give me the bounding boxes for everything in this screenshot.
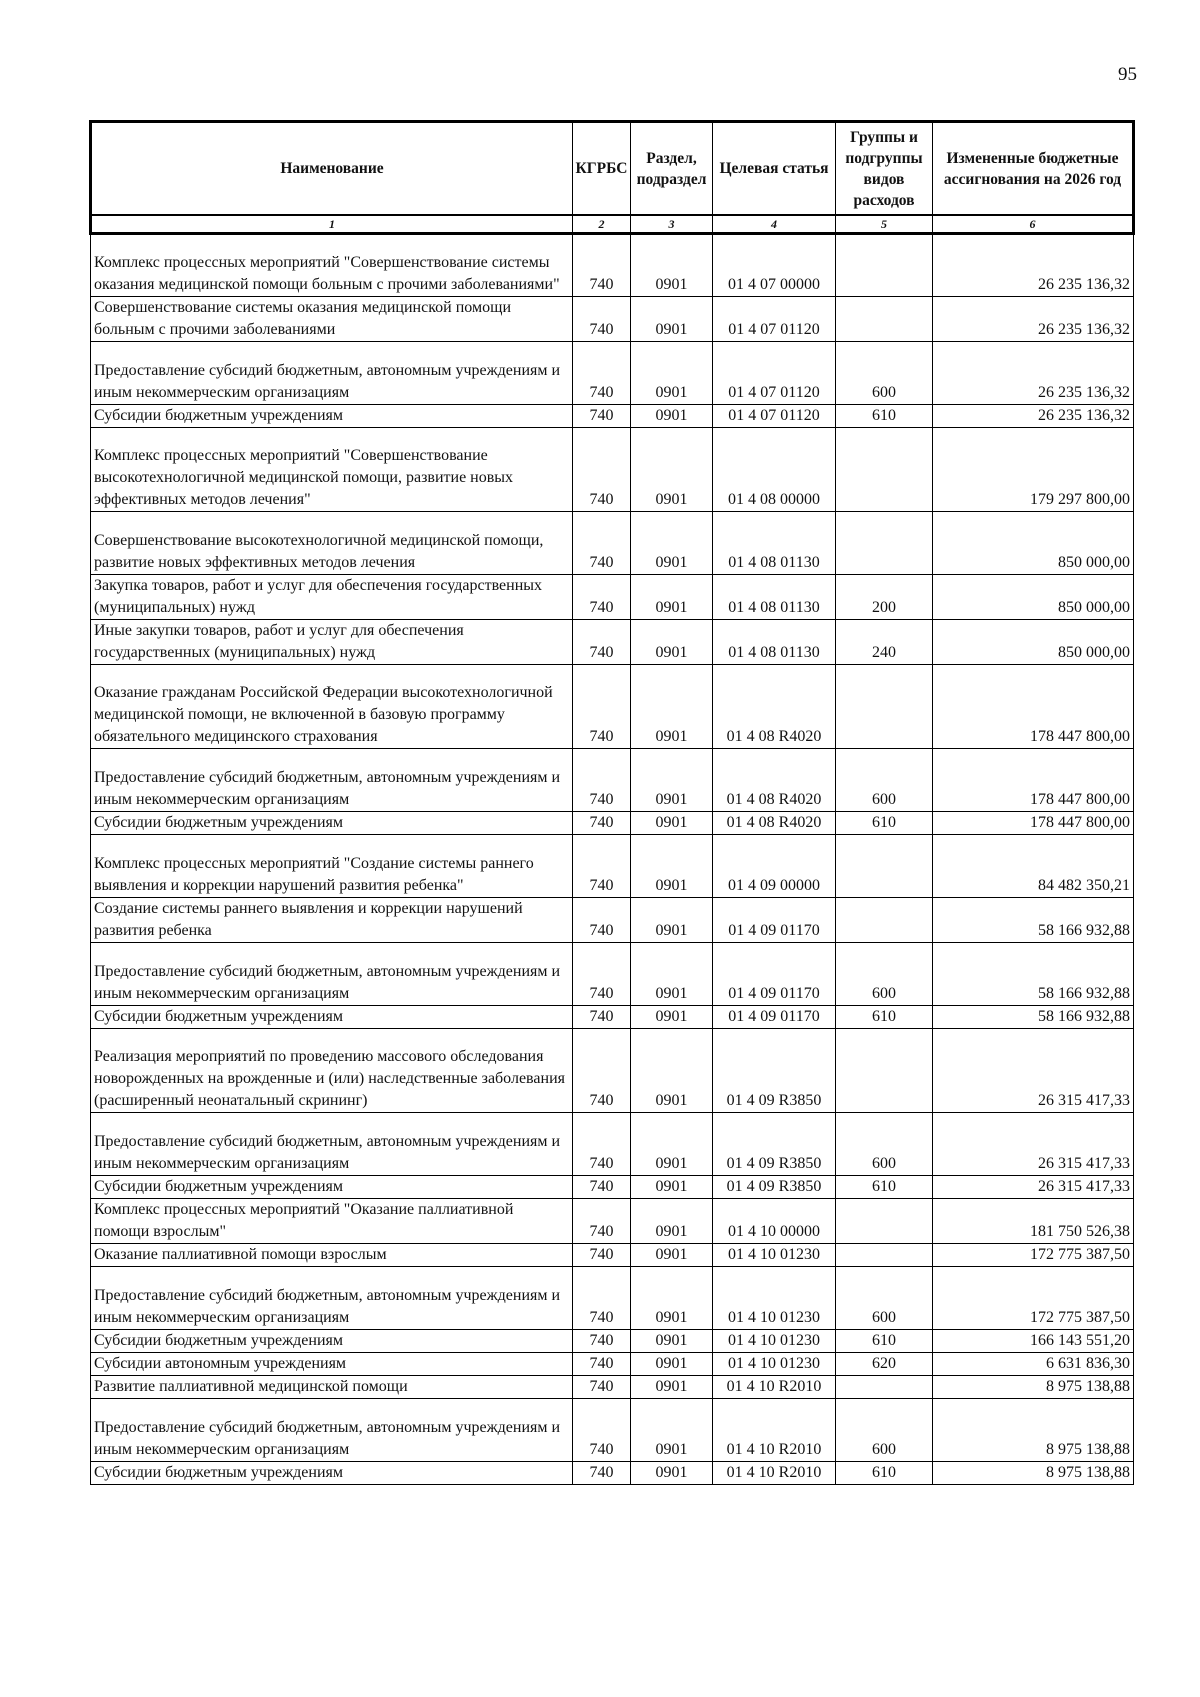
cell-kgrbs: 740: [573, 575, 631, 620]
cell-group: 600: [836, 342, 933, 405]
cell-amount: 26 315 417,33: [933, 1176, 1134, 1199]
table-row: [91, 1462, 1134, 1485]
cell-target: 01 4 08 R4020: [713, 812, 836, 835]
cell-group: 600: [836, 1267, 933, 1330]
table-row: [91, 620, 1134, 665]
cell-target: 01 4 10 01230: [713, 1330, 836, 1353]
cell-group: 610: [836, 1006, 933, 1029]
cell-section: 0901: [631, 1353, 713, 1376]
cell-section: 0901: [631, 943, 713, 1006]
cell-kgrbs: 740: [573, 835, 631, 898]
cell-amount: 26 235 136,32: [933, 405, 1134, 428]
cell-group: 600: [836, 749, 933, 812]
cell-section: 0901: [631, 575, 713, 620]
cell-target: 01 4 08 R4020: [713, 749, 836, 812]
cell-section: 0901: [631, 1376, 713, 1399]
cell-amount: 178 447 800,00: [933, 665, 1134, 749]
cell-kgrbs: 740: [573, 1029, 631, 1113]
cell-kgrbs: 740: [573, 1399, 631, 1462]
cell-group: 240: [836, 620, 933, 665]
cell-amount: 84 482 350,21: [933, 835, 1134, 898]
cell-group: [836, 512, 933, 575]
table-row: [91, 512, 1134, 575]
cell-group: [836, 297, 933, 342]
cell-section: 0901: [631, 1029, 713, 1113]
cell-name: Субсидии бюджетным учреждениям: [91, 1462, 573, 1485]
cell-amount: 6 631 836,30: [933, 1353, 1134, 1376]
cell-kgrbs: 740: [573, 620, 631, 665]
cell-amount: 8 975 138,88: [933, 1462, 1134, 1485]
cell-name: Развитие паллиативной медицинской помощи: [91, 1376, 573, 1399]
cell-kgrbs: 740: [573, 1113, 631, 1176]
table-row: [91, 1376, 1134, 1399]
cell-kgrbs: 740: [573, 1244, 631, 1267]
cell-kgrbs: 740: [573, 297, 631, 342]
table-row: [91, 342, 1134, 405]
cell-amount: 26 235 136,32: [933, 297, 1134, 342]
cell-name: Оказание паллиативной помощи взрослым: [91, 1244, 573, 1267]
header-section: Раздел, подраздел: [631, 122, 713, 216]
cell-amount: 181 750 526,38: [933, 1199, 1134, 1244]
cell-target: 01 4 09 01170: [713, 1006, 836, 1029]
cell-kgrbs: 740: [573, 665, 631, 749]
cell-section: 0901: [631, 234, 713, 297]
cell-amount: 178 447 800,00: [933, 812, 1134, 835]
cell-target: 01 4 07 01120: [713, 297, 836, 342]
cell-name: Оказание гражданам Российской Федерации высокотехнологичной медицинской помощи, не включенной в базовую программу обязательного медицинского страхования: [91, 665, 573, 749]
cell-amount: 26 235 136,32: [933, 342, 1134, 405]
cell-amount: 26 315 417,33: [933, 1113, 1134, 1176]
column-number: 5: [836, 215, 933, 234]
cell-name: Совершенствование системы оказания медицинской помощи больным с прочими заболеваниями: [91, 297, 573, 342]
cell-group: 610: [836, 405, 933, 428]
cell-section: 0901: [631, 812, 713, 835]
cell-section: 0901: [631, 1330, 713, 1353]
cell-name: Предоставление субсидий бюджетным, автономным учреждениям и иным некоммерческим организациям: [91, 749, 573, 812]
column-number: 2: [573, 215, 631, 234]
cell-amount: 8 975 138,88: [933, 1376, 1134, 1399]
cell-section: 0901: [631, 620, 713, 665]
cell-name: Субсидии бюджетным учреждениям: [91, 812, 573, 835]
table-row: [91, 428, 1134, 512]
cell-target: 01 4 10 01230: [713, 1353, 836, 1376]
header-amount: Измененные бюджетные ассигнования на 2026 год: [933, 122, 1134, 216]
cell-kgrbs: 740: [573, 405, 631, 428]
cell-name: Реализация мероприятий по проведению массового обследования новорожденных на врожденные и (или) наследственные заболевания (расширенный неонатальный скрининг): [91, 1029, 573, 1113]
table-body: [91, 234, 1134, 1485]
cell-section: 0901: [631, 342, 713, 405]
cell-amount: 179 297 800,00: [933, 428, 1134, 512]
cell-section: 0901: [631, 1462, 713, 1485]
cell-kgrbs: 740: [573, 1176, 631, 1199]
cell-name: Субсидии бюджетным учреждениям: [91, 405, 573, 428]
cell-group: [836, 665, 933, 749]
cell-group: [836, 428, 933, 512]
cell-section: 0901: [631, 665, 713, 749]
page-number: 95: [1118, 64, 1137, 85]
cell-amount: 850 000,00: [933, 575, 1134, 620]
table-row: [91, 812, 1134, 835]
cell-amount: 172 775 387,50: [933, 1244, 1134, 1267]
table-row: [91, 297, 1134, 342]
cell-kgrbs: 740: [573, 234, 631, 297]
cell-kgrbs: 740: [573, 1462, 631, 1485]
cell-name: Субсидии бюджетным учреждениям: [91, 1330, 573, 1353]
cell-amount: 166 143 551,20: [933, 1330, 1134, 1353]
cell-section: 0901: [631, 749, 713, 812]
header-group: Группы и подгруппы видов расходов: [836, 122, 933, 216]
column-number: 6: [933, 215, 1134, 234]
cell-target: 01 4 10 00000: [713, 1199, 836, 1244]
cell-group: 200: [836, 575, 933, 620]
cell-section: 0901: [631, 1244, 713, 1267]
cell-kgrbs: 740: [573, 428, 631, 512]
cell-target: 01 4 09 R3850: [713, 1176, 836, 1199]
cell-target: 01 4 09 00000: [713, 835, 836, 898]
cell-name: Предоставление субсидий бюджетным, автономным учреждениям и иным некоммерческим организациям: [91, 342, 573, 405]
cell-group: [836, 234, 933, 297]
cell-amount: 26 235 136,32: [933, 234, 1134, 297]
cell-name: Закупка товаров, работ и услуг для обеспечения государственных (муниципальных) нужд: [91, 575, 573, 620]
table-row: [91, 835, 1134, 898]
cell-name: Иные закупки товаров, работ и услуг для обеспечения государственных (муниципальных) нужд: [91, 620, 573, 665]
cell-section: 0901: [631, 1176, 713, 1199]
cell-name: Комплекс процессных мероприятий "Создание системы раннего выявления и коррекции нарушений развития ребенка": [91, 835, 573, 898]
cell-kgrbs: 740: [573, 342, 631, 405]
cell-kgrbs: 740: [573, 1376, 631, 1399]
column-number-row: [91, 215, 1134, 234]
cell-target: 01 4 09 R3850: [713, 1029, 836, 1113]
cell-kgrbs: 740: [573, 1353, 631, 1376]
cell-group: [836, 1199, 933, 1244]
table-row: [91, 1267, 1134, 1330]
cell-group: 610: [836, 1330, 933, 1353]
cell-name: Комплекс процессных мероприятий "Оказание паллиативной помощи взрослым": [91, 1199, 573, 1244]
table-row: [91, 405, 1134, 428]
cell-kgrbs: 740: [573, 749, 631, 812]
cell-section: 0901: [631, 297, 713, 342]
cell-group: 610: [836, 1462, 933, 1485]
table-row: [91, 665, 1134, 749]
cell-section: 0901: [631, 1267, 713, 1330]
table-row: [91, 1353, 1134, 1376]
cell-section: 0901: [631, 1006, 713, 1029]
cell-kgrbs: 740: [573, 1199, 631, 1244]
table-row: [91, 234, 1134, 297]
table-row: [91, 943, 1134, 1006]
cell-name: Предоставление субсидий бюджетным, автономным учреждениям и иным некоммерческим организациям: [91, 1267, 573, 1330]
cell-amount: 58 166 932,88: [933, 943, 1134, 1006]
cell-kgrbs: 740: [573, 1267, 631, 1330]
cell-name: Комплекс процессных мероприятий "Совершенствование системы оказания медицинской помощи больным с прочими заболеваниями": [91, 234, 573, 297]
table-row: [91, 1330, 1134, 1353]
cell-group: [836, 898, 933, 943]
cell-name: Предоставление субсидий бюджетным, автономным учреждениям и иным некоммерческим организациям: [91, 943, 573, 1006]
cell-name: Субсидии бюджетным учреждениям: [91, 1006, 573, 1029]
table-row: [91, 1176, 1134, 1199]
header-name: Наименование: [91, 122, 573, 216]
table-row: [91, 749, 1134, 812]
table-row: [91, 1113, 1134, 1176]
header-target: Целевая статья: [713, 122, 836, 216]
cell-target: 01 4 07 01120: [713, 405, 836, 428]
cell-amount: 26 315 417,33: [933, 1029, 1134, 1113]
cell-group: [836, 1376, 933, 1399]
cell-section: 0901: [631, 428, 713, 512]
cell-group: 610: [836, 812, 933, 835]
cell-target: 01 4 08 01130: [713, 512, 836, 575]
budget-table: [89, 120, 1135, 1485]
cell-target: 01 4 07 00000: [713, 234, 836, 297]
cell-group: [836, 1029, 933, 1113]
cell-name: Совершенствование высокотехнологичной медицинской помощи, развитие новых эффективных методов лечения: [91, 512, 573, 575]
column-number: 1: [91, 215, 573, 234]
cell-target: 01 4 10 R2010: [713, 1376, 836, 1399]
cell-target: 01 4 08 R4020: [713, 665, 836, 749]
cell-section: 0901: [631, 405, 713, 428]
cell-section: 0901: [631, 1113, 713, 1176]
table-row: [91, 1029, 1134, 1113]
cell-group: 610: [836, 1176, 933, 1199]
cell-amount: 850 000,00: [933, 620, 1134, 665]
cell-kgrbs: 740: [573, 943, 631, 1006]
column-number: 4: [713, 215, 836, 234]
cell-name: Предоставление субсидий бюджетным, автономным учреждениям и иным некоммерческим организациям: [91, 1399, 573, 1462]
cell-group: 600: [836, 1113, 933, 1176]
cell-section: 0901: [631, 1399, 713, 1462]
table-row: [91, 1199, 1134, 1244]
header-kgrbs: КГРБС: [573, 122, 631, 216]
cell-target: 01 4 08 00000: [713, 428, 836, 512]
table-row: [91, 575, 1134, 620]
cell-target: 01 4 10 R2010: [713, 1462, 836, 1485]
cell-target: 01 4 08 01130: [713, 620, 836, 665]
table-row: [91, 898, 1134, 943]
cell-target: 01 4 09 01170: [713, 943, 836, 1006]
cell-section: 0901: [631, 898, 713, 943]
cell-amount: 58 166 932,88: [933, 898, 1134, 943]
cell-target: 01 4 10 01230: [713, 1244, 836, 1267]
cell-name: Субсидии бюджетным учреждениям: [91, 1176, 573, 1199]
cell-kgrbs: 740: [573, 898, 631, 943]
cell-target: 01 4 08 01130: [713, 575, 836, 620]
column-number: 3: [631, 215, 713, 234]
cell-kgrbs: 740: [573, 1330, 631, 1353]
cell-amount: 172 775 387,50: [933, 1267, 1134, 1330]
cell-target: 01 4 07 01120: [713, 342, 836, 405]
cell-name: Комплекс процессных мероприятий "Совершенствование высокотехнологичной медицинской помощи, развитие новых эффективных методов лечения": [91, 428, 573, 512]
table-header-row: [91, 122, 1134, 216]
cell-target: 01 4 09 R3850: [713, 1113, 836, 1176]
cell-group: 620: [836, 1353, 933, 1376]
cell-section: 0901: [631, 1199, 713, 1244]
cell-section: 0901: [631, 512, 713, 575]
cell-target: 01 4 10 01230: [713, 1267, 836, 1330]
cell-target: 01 4 10 R2010: [713, 1399, 836, 1462]
cell-group: 600: [836, 1399, 933, 1462]
cell-kgrbs: 740: [573, 1006, 631, 1029]
cell-amount: 178 447 800,00: [933, 749, 1134, 812]
cell-kgrbs: 740: [573, 812, 631, 835]
cell-group: 600: [836, 943, 933, 1006]
cell-name: Создание системы раннего выявления и коррекции нарушений развития ребенка: [91, 898, 573, 943]
cell-section: 0901: [631, 835, 713, 898]
cell-name: Предоставление субсидий бюджетным, автономным учреждениям и иным некоммерческим организациям: [91, 1113, 573, 1176]
table-row: [91, 1244, 1134, 1267]
cell-amount: 8 975 138,88: [933, 1399, 1134, 1462]
cell-target: 01 4 09 01170: [713, 898, 836, 943]
cell-amount: 58 166 932,88: [933, 1006, 1134, 1029]
table-row: [91, 1399, 1134, 1462]
cell-kgrbs: 740: [573, 512, 631, 575]
cell-amount: 850 000,00: [933, 512, 1134, 575]
table-row: [91, 1006, 1134, 1029]
cell-name: Субсидии автономным учреждениям: [91, 1353, 573, 1376]
cell-group: [836, 1244, 933, 1267]
cell-group: [836, 835, 933, 898]
